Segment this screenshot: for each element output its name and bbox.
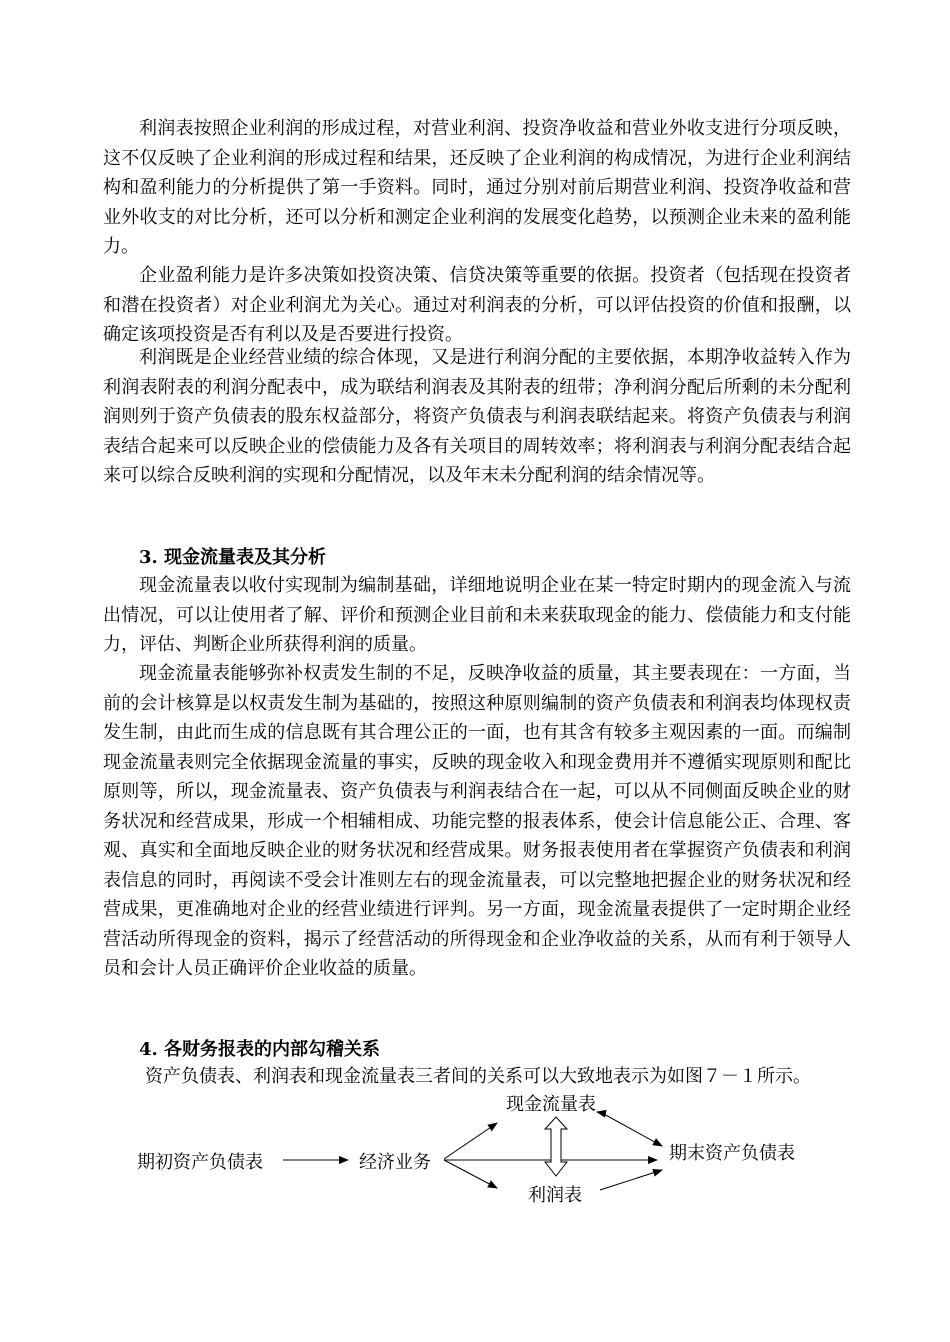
double-arrow-cashflow-income	[545, 1117, 567, 1176]
arrow-income-to-closing	[600, 1170, 662, 1190]
paragraph-profitability-decisions: 企业盈利能力是许多决策如投资决策、信贷决策等重要的依据。投资者（包括现在投资者和潜在投资者）对企业利润尤为关心。通过对利润表的分析，可以评估投资的价值和报酬，以确定该项投资是否有利以及是否要进行投资。	[103, 265, 851, 345]
arrow-cashflow-to-closing	[602, 1113, 662, 1146]
node-economic-business: 经济业务	[359, 1152, 431, 1173]
paragraph-profit-link: 利润既是企业经营业绩的综合体现，又是进行利润分配的主要依据，本期净收益转入作为利润表附表的利润分配表中，成为联结利润表及其附表的纽带；净利润分配后所剩的未分配利润则列于资产负债表的股东权益部分，将资产负债表与利润表联结起来。将资产负债表与利润表结合起来可以反映企业的偿债能力及各有关项目的周转效率；将利润表与利润分配表结合起来可以综合反映利润的实现和分配情况，以及年末未分配利润的结余情况等。	[103, 347, 851, 486]
figure-intro-text: 资产负债表、利润表和现金流量表三者间的关系可以大致地表示为如图７－１所示。	[145, 1066, 811, 1087]
arrowhead-to-cashflow	[597, 1112, 602, 1113]
paragraph-income-statement-structure: 利润表按照企业利润的形成过程，对营业利润、投资净收益和营业外收支进行分项反映，这不仅反映了企业利润的形成过程和结果，还反映了企业利润的构成情况，为进行企业利润结构和盈利能力的分析提供了第一手资料。同时，通过分别对前后期营业利润、投资净收益和营业外收支的对比分析，还可以分析和测定企业利润的发展变化趋势，以预测企业未来的盈利能力。	[103, 118, 851, 257]
node-closing-balance-sheet: 期末资产负债表	[669, 1143, 795, 1164]
paragraph-cash-flow-basis: 现金流量表以收付实现制为编制基础，详细地说明企业在某一特定时期内的现金流入与流出情况，可以让使用者了解、评价和预测企业目前和未来获取现金的能力、偿债能力和支付能力，评估、判断企业所获得利润的质量。	[103, 575, 851, 655]
arrow-business-to-cashflow	[444, 1123, 497, 1159]
node-opening-balance-sheet: 期初资产负债表	[137, 1152, 263, 1173]
arrow-business-to-income	[444, 1160, 497, 1188]
section-heading-cash-flow: 3. 现金流量表及其分析	[139, 547, 327, 568]
node-income-statement: 利润表	[528, 1185, 582, 1206]
paragraph-cash-flow-quality: 现金流量表能够弥补权责发生制的不足，反映净收益的质量，其主要表现在：一方面，当前的会计核算是以权责发生制为基础的，按照这种原则编制的资产负债表和利润表均体现权责发生制，由此而生成的信息既有其合理公正的一面，也有其含有较多主观因素的一面。而编制现金流量表则完全依据现金流量的事实，反映的现金收入和现金费用并不遵循实现原则和配比原则等，所以，现金流量表、资产负债表与利润表结合在一起，可以从不同侧面反映企业的财务状况和经营成果，形成一个相辅相成、功能完整的报表体系，使会计信息能公正、合理、客观、真实和全面地反映企业的财务状况和经营成果。财务报表使用者在掌握资产负债表和利润表信息的同时，再阅读不受会计准则左右的现金流量表，可以完整地把握企业的财务状况和经营成果，更准确地对企业的经营业绩进行评判。另一方面，现金流量表提供了一定时期企业经营活动所得现金的资料，揭示了经营活动的所得现金和企业净收益的关系，从而有利于领导人员和会计人员正确评价企业收益的质量。	[103, 663, 851, 979]
node-cash-flow-statement: 现金流量表	[506, 1094, 596, 1115]
statements-relationship-diagram	[0, 1080, 950, 1230]
section-heading-interrelations: 4. 各财务报表的内部勾稽关系	[139, 1039, 381, 1060]
